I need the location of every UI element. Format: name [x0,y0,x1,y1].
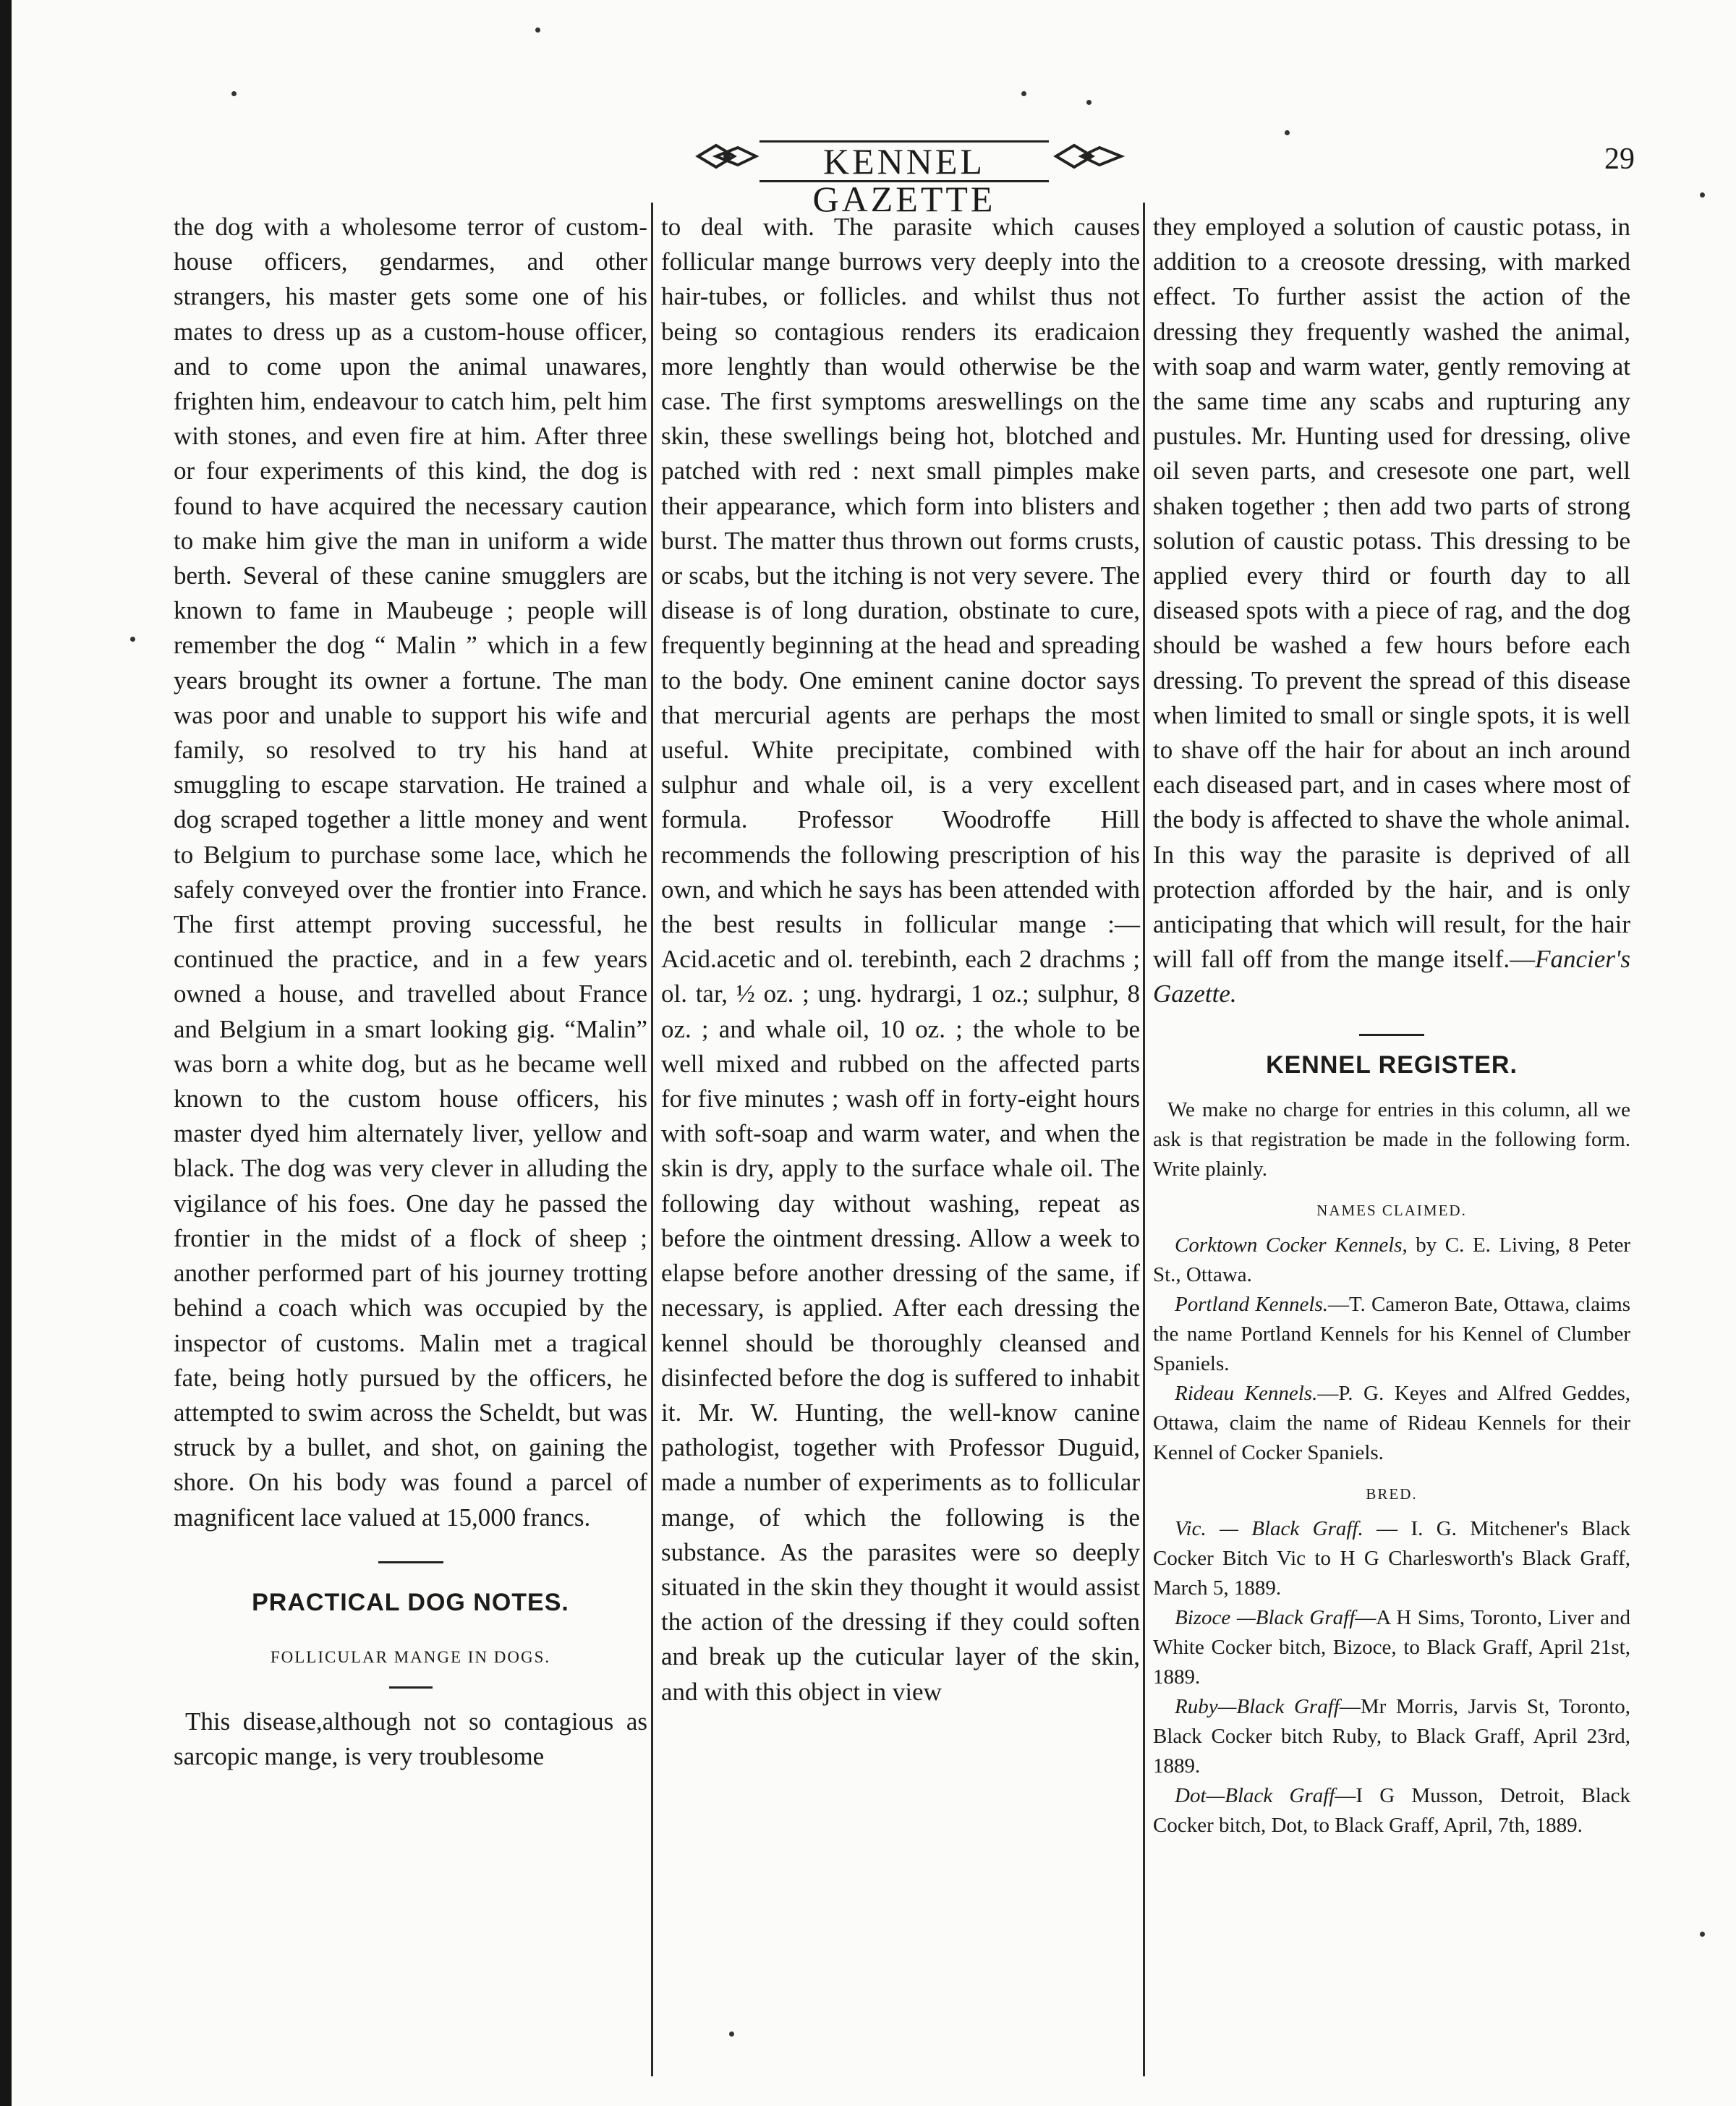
bred-label: BRED. [1366,1485,1418,1503]
register-entry-text: —P. G. Keyes and Alfred Geddes, Ottawa, claim the name of Rideau Kennels for their Kennel of Cocker Spaniels. [1153,1382,1630,1465]
masthead-right-ornament-icon [1052,135,1125,178]
column-divider-left [651,203,653,2076]
register-entry-name: Corktown Cocker Kennels, [1175,1234,1408,1257]
register-entry-name: Rideau Kennels. [1175,1382,1318,1406]
section-heading: KENNEL REGISTER. [1266,1050,1518,1079]
section-divider [1359,1034,1424,1036]
scan-speck [1700,1932,1705,1937]
register-entry [1153,1290,1630,1379]
subheading-divider [389,1686,433,1689]
article-mange-text-continued: to deal with. The parasite which causes follicular mange burrows very deeply into the hair-tubes, or follicles. and whilst thus not being so contagious renders its eradicaion more lenghtly than would otherwise be the case. The first symptoms areswellings on the skin, these swellings being hot, blotched and patched with red : next small pimples make their appearance, which form into blisters and burst. The matter thus thrown out forms crusts, or scabs, but the itching is not very severe. The disease is of long duration, obstinate to cure, frequently beginning at the head and spreading to the body. One eminent canine doctor says that mercurial agents are perhaps the most useful. White precipitate, combined with sulphur and whale oil, is a very excellent formula. Professor Woodroffe Hill recommends the following prescription of his own, and which he says has been attended with the best results in follicular mange :—Acid.acetic and ol. terebinth, each 2 drachms ; ol. tar, ½ oz. ; ung. hydrargi, 1 oz.; sulphur, 8 oz. ; and whale oil, 10 oz. ; the whole to be well mixed and rubbed on the affected parts for five minutes ; wash off in forty-eight hours with soft-soap and warm water, and when the skin is dry, apply to the surface whale oil. The following day without washing, repeat as before the ointment dressing. Allow a week to elapse before another dressing of the same, if necessary, is applied. After each dressing the kennel should be thoroughly cleansed and disinfected before the dog is suffered to inhabit it. Mr. W. Hunting, the well-know canine pathologist, together with Professor Duguid, made a number of experiments as to follicular mange, of which the following is the substance. As the parasites were so deeply situated in the skin they thought it would assist the action of the dressing if they could soften and break up the cuticular layer of the skin, and with this object in view [661,213,1140,1706]
scan-speck [729,2031,734,2037]
register-entry-text: by C. E. Living, 8 Peter St., Ottawa. [1153,1234,1630,1287]
register-entry-name: Dot—Black Graff [1175,1784,1335,1808]
register-entry-text: —A H Sims, Toronto, Liver and White Cocker bitch, Bizoce, to Black Graff, April 21st, 1889. [1153,1606,1630,1689]
article-mange-text-end [1153,210,1630,1012]
register-entry [1153,1514,1630,1603]
article-subheading: FOLLICULAR MANGE IN DOGS. [270,1647,551,1666]
scan-speck [1285,130,1290,135]
page-number: 29 [1604,143,1635,176]
register-entry-text: —T. Cameron Bate, Ottawa, claims the name Portland Kennels for his Kennel of Clumber Spaniels. [1153,1293,1630,1376]
register-intro: We make no charge for entries in this column, all we ask is that registration be made in the following form. Write plainly. [1153,1097,1630,1181]
column-3 [1153,210,1630,1840]
register-entry-name: Portland Kennels. [1175,1293,1328,1317]
register-entry-name: Vic. — Black Graff. [1175,1517,1363,1541]
scan-speck [1086,100,1092,105]
article-mange-text-end-body: they employed a solution of caustic potass, in addition to a creosote dressing, with marked effect. To further assist the action of the dressing they frequently washed the animal, with soap and warm water, gently removing at the same time any scabs and rupturing any pustules. Mr. Hunting used for dressing, olive oil seven parts, and cresesote one part, well shaken together ; then add two parts of strong solution of caustic potass. This dressing to be applied every third or fourth day to all diseased spots with a piece of rag, and the dog should be washed a few hours before each dressing. To prevent the spread of this disease when limited to small or single spots, it is well to shave off the hair for about an inch around each diseased part, and in cases where most of the body is affected to shave the whole animal. In this way the parasite is deprived of all protection afforded by the hair, and is only anticipating that which will result, for the hair will fall off from the mange itself.— [1153,213,1630,974]
section-divider [378,1561,443,1563]
section-heading: PRACTICAL DOG NOTES. [252,1588,569,1616]
scan-speck [1700,192,1705,198]
register-entry-text: —I G Musson, Detroit, Black Cocker bitch, Dot, to Black Graff, April, 7th, 1889. [1153,1784,1630,1838]
register-entry [1153,1603,1630,1692]
register-entry-text: —Mr Morris, Jarvis St, Toronto, Black Cocker bitch Ruby, to Black Graff, April 23rd, 1889. [1153,1695,1630,1778]
masthead-title: KENNEL GAZETTE [760,140,1049,182]
register-entry [1153,1379,1630,1468]
column-1 [174,210,647,1775]
bred-list [1153,1514,1630,1840]
register-entry-text: — I. G. Mitchener's Black Cocker Bitch Vic to H G Charlesworth's Black Graff, March 5, 1889. [1153,1517,1630,1600]
column-2 [661,210,1140,1710]
scan-speck [1021,91,1026,96]
column-divider-right [1143,203,1145,2076]
names-claimed-label: NAMES CLAIMED. [1316,1201,1467,1219]
masthead-left-ornament-icon [694,135,760,178]
register-entry-name: Bizoce —Black Graff [1175,1606,1356,1630]
article-source: Fancier's Gazette. [1153,945,1630,1009]
register-entry-name: Ruby—Black Graff [1175,1695,1340,1719]
masthead [680,135,1128,219]
scan-edge-bar [0,0,12,2106]
register-entry [1153,1692,1630,1781]
scan-speck [535,27,540,33]
article-smuggling-dogs-text: the dog with a wholesome terror of custom-house officers, gendarmes, and other strangers, his master gets some one of his mates to dress up as a custom-house officer, and to come upon the animal unawares, frighten him, endeavour to catch him, pelt him with stones, and even fire at him. After three or four experiments of this kind, the dog is found to have acquired the necessary caution to make him give the man in uniform a wide berth. Several of these canine smugglers are known to fame in Maubeuge ; people will remember the dog “ Malin ” which in a few years brought its owner a fortune. The man was poor and unable to support his wife and family, so resolved to try his hand at smuggling to escape starvation. He trained a dog scraped together a little money and went to Belgium to purchase some lace, which he safely conveyed over the frontier into France. The first attempt proving successful, he continued the practice, and in a few years owned a house, and travelled about France and Belgium in a smart looking gig. “Malin” was born a white dog, but as he became well known to the custom house officers, his master dyed him alternately liver, yellow and black. The dog was very clever in alluding the vigilance of his foes. One day he passed the frontier in the midst of a flock of sheep ; another performed part of his journey trotting behind a coach which was occupied by the inspector of customs. Malin met a tragical fate, being hotly pursued by the officers, he attempted to swim across the Scheldt, but was struck by a bullet, and shot, on gaining the shore. On his body was found a parcel of magnificent lace valued at 15,000 francs. [174,213,647,1532]
scan-speck [130,637,135,642]
register-entry [1153,1781,1630,1840]
register-entry [1153,1231,1630,1290]
article-mange-text-start: This disease,although not so contagious as sarcopic mange, is very troublesome [174,1707,647,1771]
scan-speck [231,91,237,96]
names-claimed-list [1153,1231,1630,1468]
